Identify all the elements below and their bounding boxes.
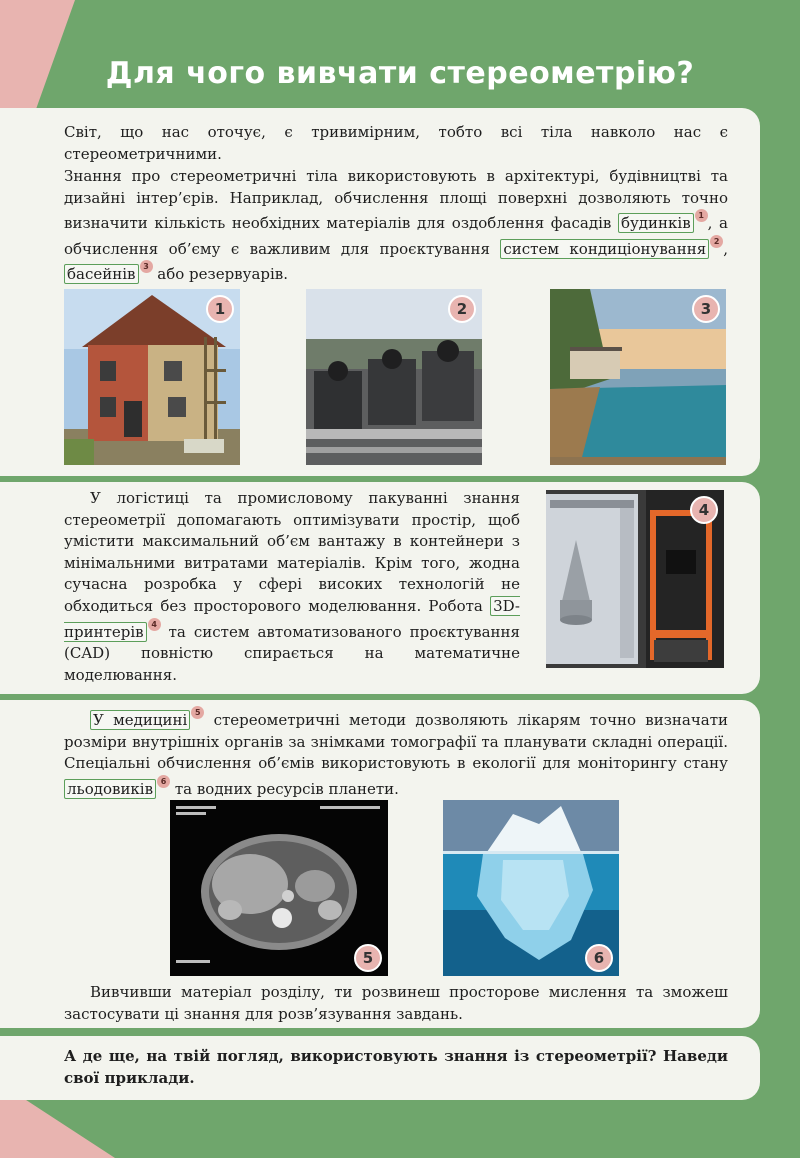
photo-badge-2: 2 xyxy=(448,295,476,323)
ref-marker-2: 2 xyxy=(710,235,723,248)
section-logistics xyxy=(0,482,760,694)
medicine-paragraph xyxy=(64,706,728,800)
conclusion-text: Вивчивши матеріал розділу, ти розвинеш просторове мислення та зможеш застосувати ці знання для розв’язування завдань. xyxy=(64,983,728,1023)
ref-marker-5: 5 xyxy=(191,706,204,719)
logistics-text-end: та систем автоматизованого проєктування (CAD) повністю спирається на математичне моделювання. xyxy=(64,622,520,684)
architecture-paragraph xyxy=(64,166,728,286)
intro-text: Світ, що нас оточує, є тривимірним, тобто всі тіла навколо нас є стереометричними. xyxy=(64,123,728,163)
logistics-paragraph xyxy=(64,488,520,686)
link-medicine[interactable]: У медицині xyxy=(90,710,190,730)
architecture-text-3: , xyxy=(723,239,728,258)
photo-badge-6: 6 xyxy=(585,944,613,972)
section-architecture xyxy=(0,108,760,476)
ref-marker-6: 6 xyxy=(157,775,170,788)
ref-marker-3: 3 xyxy=(140,260,153,273)
link-pools[interactable]: басейнів xyxy=(64,264,139,284)
medicine-text: стереометричні методи дозволяють лікарям точно визначати розміри внутрішніх органів за знімками томографії та планувати складні операції. Спеціальні обчислення об’ємів використовують в екології для моніторингу стану xyxy=(64,711,728,773)
architecture-text: Знання про стереометричні тіла використовують в архітектурі, будівництві та дизайні інтер’єрів. Наприклад, обчислення площі поверхні дозволяють точно визначити кількість необхідних матеріалів для оздоблення фасадів xyxy=(64,167,728,233)
ref-marker-4: 4 xyxy=(148,618,161,631)
architecture-text-end: або резервуарів. xyxy=(152,265,289,284)
ref-marker-1: 1 xyxy=(695,209,708,222)
architecture-text-2: , а обчислення об’єму є важливим для проєктування xyxy=(64,214,728,258)
section-question xyxy=(0,1036,760,1100)
section-medicine-ecology xyxy=(0,700,760,1028)
link-buildings[interactable]: будинків xyxy=(618,213,694,233)
page-title: Для чого вивчати стереометрію? xyxy=(105,56,695,91)
photo-badge-5: 5 xyxy=(354,944,382,972)
logistics-text: У логістиці та промисловому пакуванні знання стереометрії допомагають оптимізувати простір, щоб умістити максимальний об’єм вантажу в контейнери з мінімальними витратами матеріалів. Крім того, жодна сучасна розробка у сфері високих технологій не обходиться без просторового моделювання. Робота xyxy=(64,489,520,615)
photo-badge-1: 1 xyxy=(206,295,234,323)
photo-badge-4: 4 xyxy=(690,496,718,524)
photo-badge-3: 3 xyxy=(692,295,720,323)
link-3d-printers[interactable]: 3D-принтерів xyxy=(64,596,520,641)
link-glaciers[interactable]: льодовиків xyxy=(64,779,156,799)
question-text: А де ще, на твій погляд, використовують знання із стереометрії? Наведи свої приклади. xyxy=(64,1047,728,1087)
link-air-conditioning[interactable]: систем кондиціонування xyxy=(500,239,709,259)
conclusion-paragraph xyxy=(64,982,728,1025)
intro-paragraph xyxy=(64,122,728,165)
medicine-text-end: та водних ресурсів планети. xyxy=(170,779,399,798)
